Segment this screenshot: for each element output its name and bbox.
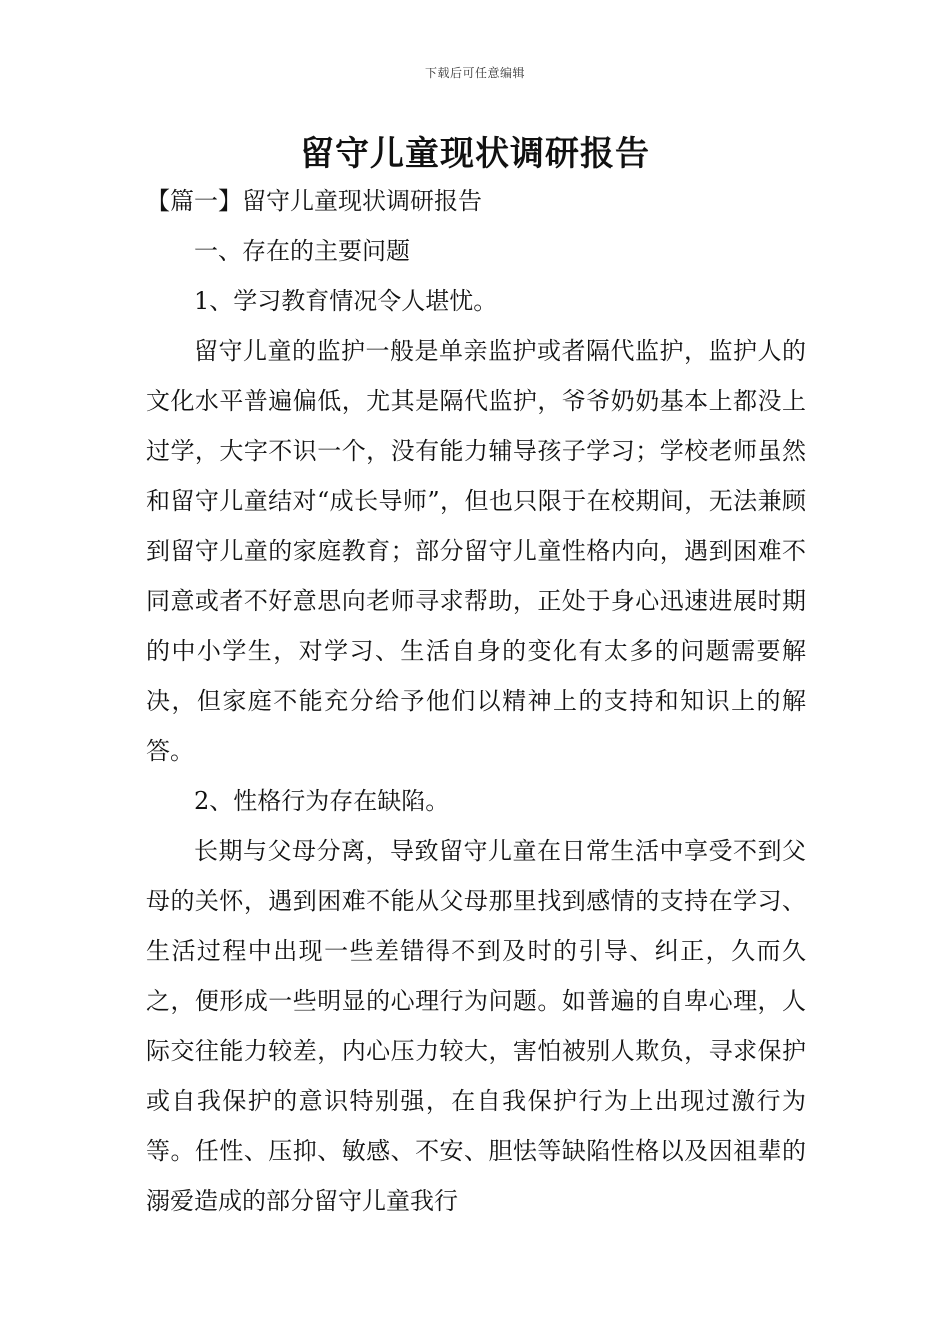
paragraph-1: 留守儿童的监护一般是单亲监护或者隔代监护，监护人的文化水平普遍偏低，尤其是隔代监护，爷爷奶奶基本上都没上过学，大字不识一个，没有能力辅导孩子学习；学校老师虽然和留守儿童结对“成长导师”，但也只限于在校期间，无法兼顾到留守儿童的家庭教育；部分留守儿童性格内向，遇到困难不同意或者不好意思向老师寻求帮助，正处于身心迅速进展时期的中小学生，对学习、生活自身的变化有太多的问题需要解决，但家庭不能充分给予他们以精神上的支持和知识上的解答。: [146, 337, 806, 765]
section-label: 【篇一】留守儿童现状调研报告: [146, 187, 482, 215]
item-1-heading: 1、学习教育情况令人堪忧。: [194, 287, 498, 315]
document-title: 留守儿童现状调研报告: [300, 134, 650, 174]
document-body: [146, 176, 806, 1226]
paragraph-2: 长期与父母分离，导致留守儿童在日常生活中享受不到父母的关怀，遇到困难不能从父母那里找到感情的支持在学习、生活过程中出现一些差错得不到及时的引导、纠正，久而久之，便形成一些明显的心理行为问题。如普遍的自卑心理，人际交往能力较差，内心压力较大，害怕被别人欺负，寻求保护或自我保护的意识特别强，在自我保护行为上出现过激行为等。任性、压抑、敏感、不安、胆怯等缺陷性格以及因祖辈的溺爱造成的部分留守儿童我行: [146, 837, 806, 1215]
heading-main-problems: 一、存在的主要问题: [194, 237, 410, 265]
item-2-heading: 2、性格行为存在缺陷。: [194, 787, 450, 815]
header-note: 下载后可任意编辑: [424, 66, 525, 80]
